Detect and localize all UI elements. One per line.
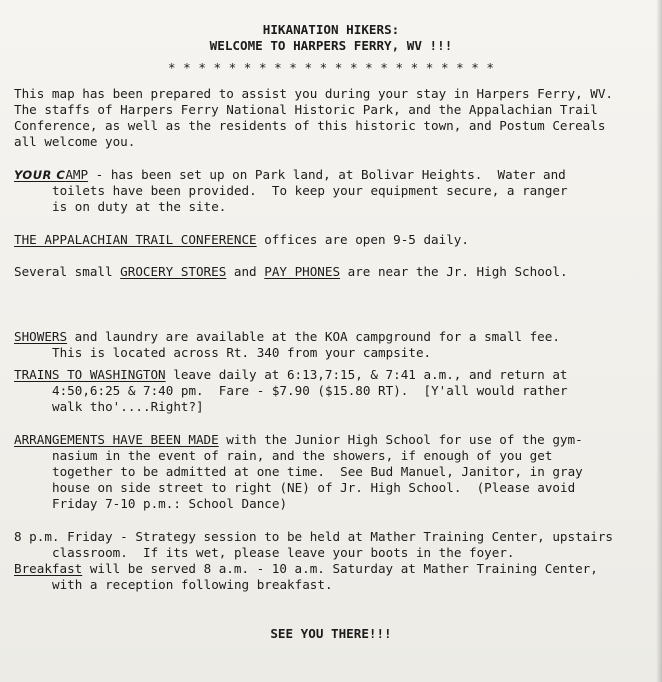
stores-text-mid: and <box>226 264 265 279</box>
breakfast-text: will be served 8 a.m. - 10 a.m. Saturday at Mather Training Center, <box>82 561 598 576</box>
arrangements-line-2: nasium in the event of rain, and the showers, if enough of you get <box>52 448 553 463</box>
grocery-stores-heading: GROCERY STORES <box>120 264 227 279</box>
arrangements-heading: ARRANGEMENTS HAVE BEEN MADE <box>14 432 219 447</box>
trains-heading: TRAINS TO WASHINGTON <box>14 367 166 382</box>
atc-line <box>14 232 469 248</box>
friday-line-2: classroom. If its wet, please leave your boots in the foyer. <box>52 545 515 560</box>
trains-line-2: 4:50,6:25 & 7:40 pm. Fare - $7.90 ($15.80 RT). [Y'all would rather <box>52 383 568 398</box>
atc-text: offices are open 9-5 daily. <box>256 232 469 247</box>
atc-heading: THE APPALACHIAN TRAIL CONFERENCE <box>14 232 257 247</box>
stores-text-post: are near the Jr. High School. <box>340 264 568 279</box>
stores-text-pre: Several small <box>14 264 121 279</box>
header-welcome: WELCOME TO HARPERS FERRY, WV !!! <box>209 38 453 53</box>
camp-line-3: is on duty at the site. <box>52 199 227 214</box>
showers-line-1 <box>14 329 560 345</box>
paper-edge-shadow <box>656 0 662 682</box>
intro-line-1: This map has been prepared to assist you during your stay in Harpers Ferry, WV. <box>14 86 613 101</box>
pay-phones-heading: PAY PHONES <box>264 264 341 279</box>
showers-heading: SHOWERS <box>14 329 68 344</box>
arrangements-line-4: house on side street to right (NE) of Jr. High School. (Please avoid <box>52 480 576 495</box>
intro-line-2: The staffs of Harpers Ferry National Historic Park, and the Appalachian Trail <box>14 102 598 117</box>
showers-line-2: This is located across Rt. 340 from your campsite. <box>52 345 432 360</box>
header-title: HIKANATION HIKERS: <box>262 22 400 37</box>
camp-text: - has been set up on Park land, at Bolivar Heights. Water and <box>88 167 566 182</box>
arrangements-line-1 <box>14 432 583 448</box>
trains-text: leave daily at 6:13,7:15, & 7:41 a.m., and return at <box>165 367 568 382</box>
trains-line-1 <box>14 367 568 383</box>
arrangements-text: with the Junior High School for use of the gym- <box>218 432 583 447</box>
friday-line-1: 8 p.m. Friday - Strategy session to be held at Mather Training Center, upstairs <box>14 529 613 544</box>
breakfast-line-2: with a reception following breakfast. <box>52 577 333 592</box>
closing-message: SEE YOU THERE!!! <box>270 626 392 641</box>
arrangements-line-5: Friday 7-10 p.m.: School Dance) <box>52 496 288 511</box>
camp-heading-handwritten: YOUR C <box>14 168 66 182</box>
breakfast-line-1 <box>14 561 598 577</box>
showers-text: and laundry are available at the KOA campground for a small fee. <box>67 329 560 344</box>
trains-line-3: walk tho'....Right?] <box>52 399 204 414</box>
intro-line-3: Conference, as well as the residents of this historic town, and Postum Cereals <box>14 118 606 133</box>
intro-line-4: all welcome you. <box>14 134 136 149</box>
arrangements-line-3: together to be admitted at one time. See Bud Manuel, Janitor, in gray <box>52 464 583 479</box>
breakfast-heading: Breakfast <box>14 561 83 576</box>
stores-line <box>14 264 568 280</box>
camp-line-1 <box>14 167 566 183</box>
camp-line-2: toilets have been provided. To keep your equipment secure, a ranger <box>52 183 568 198</box>
header-stars-divider: * * * * * * * * * * * * * * * * * * * * * * <box>167 60 495 75</box>
camp-heading: AMP <box>65 167 89 182</box>
